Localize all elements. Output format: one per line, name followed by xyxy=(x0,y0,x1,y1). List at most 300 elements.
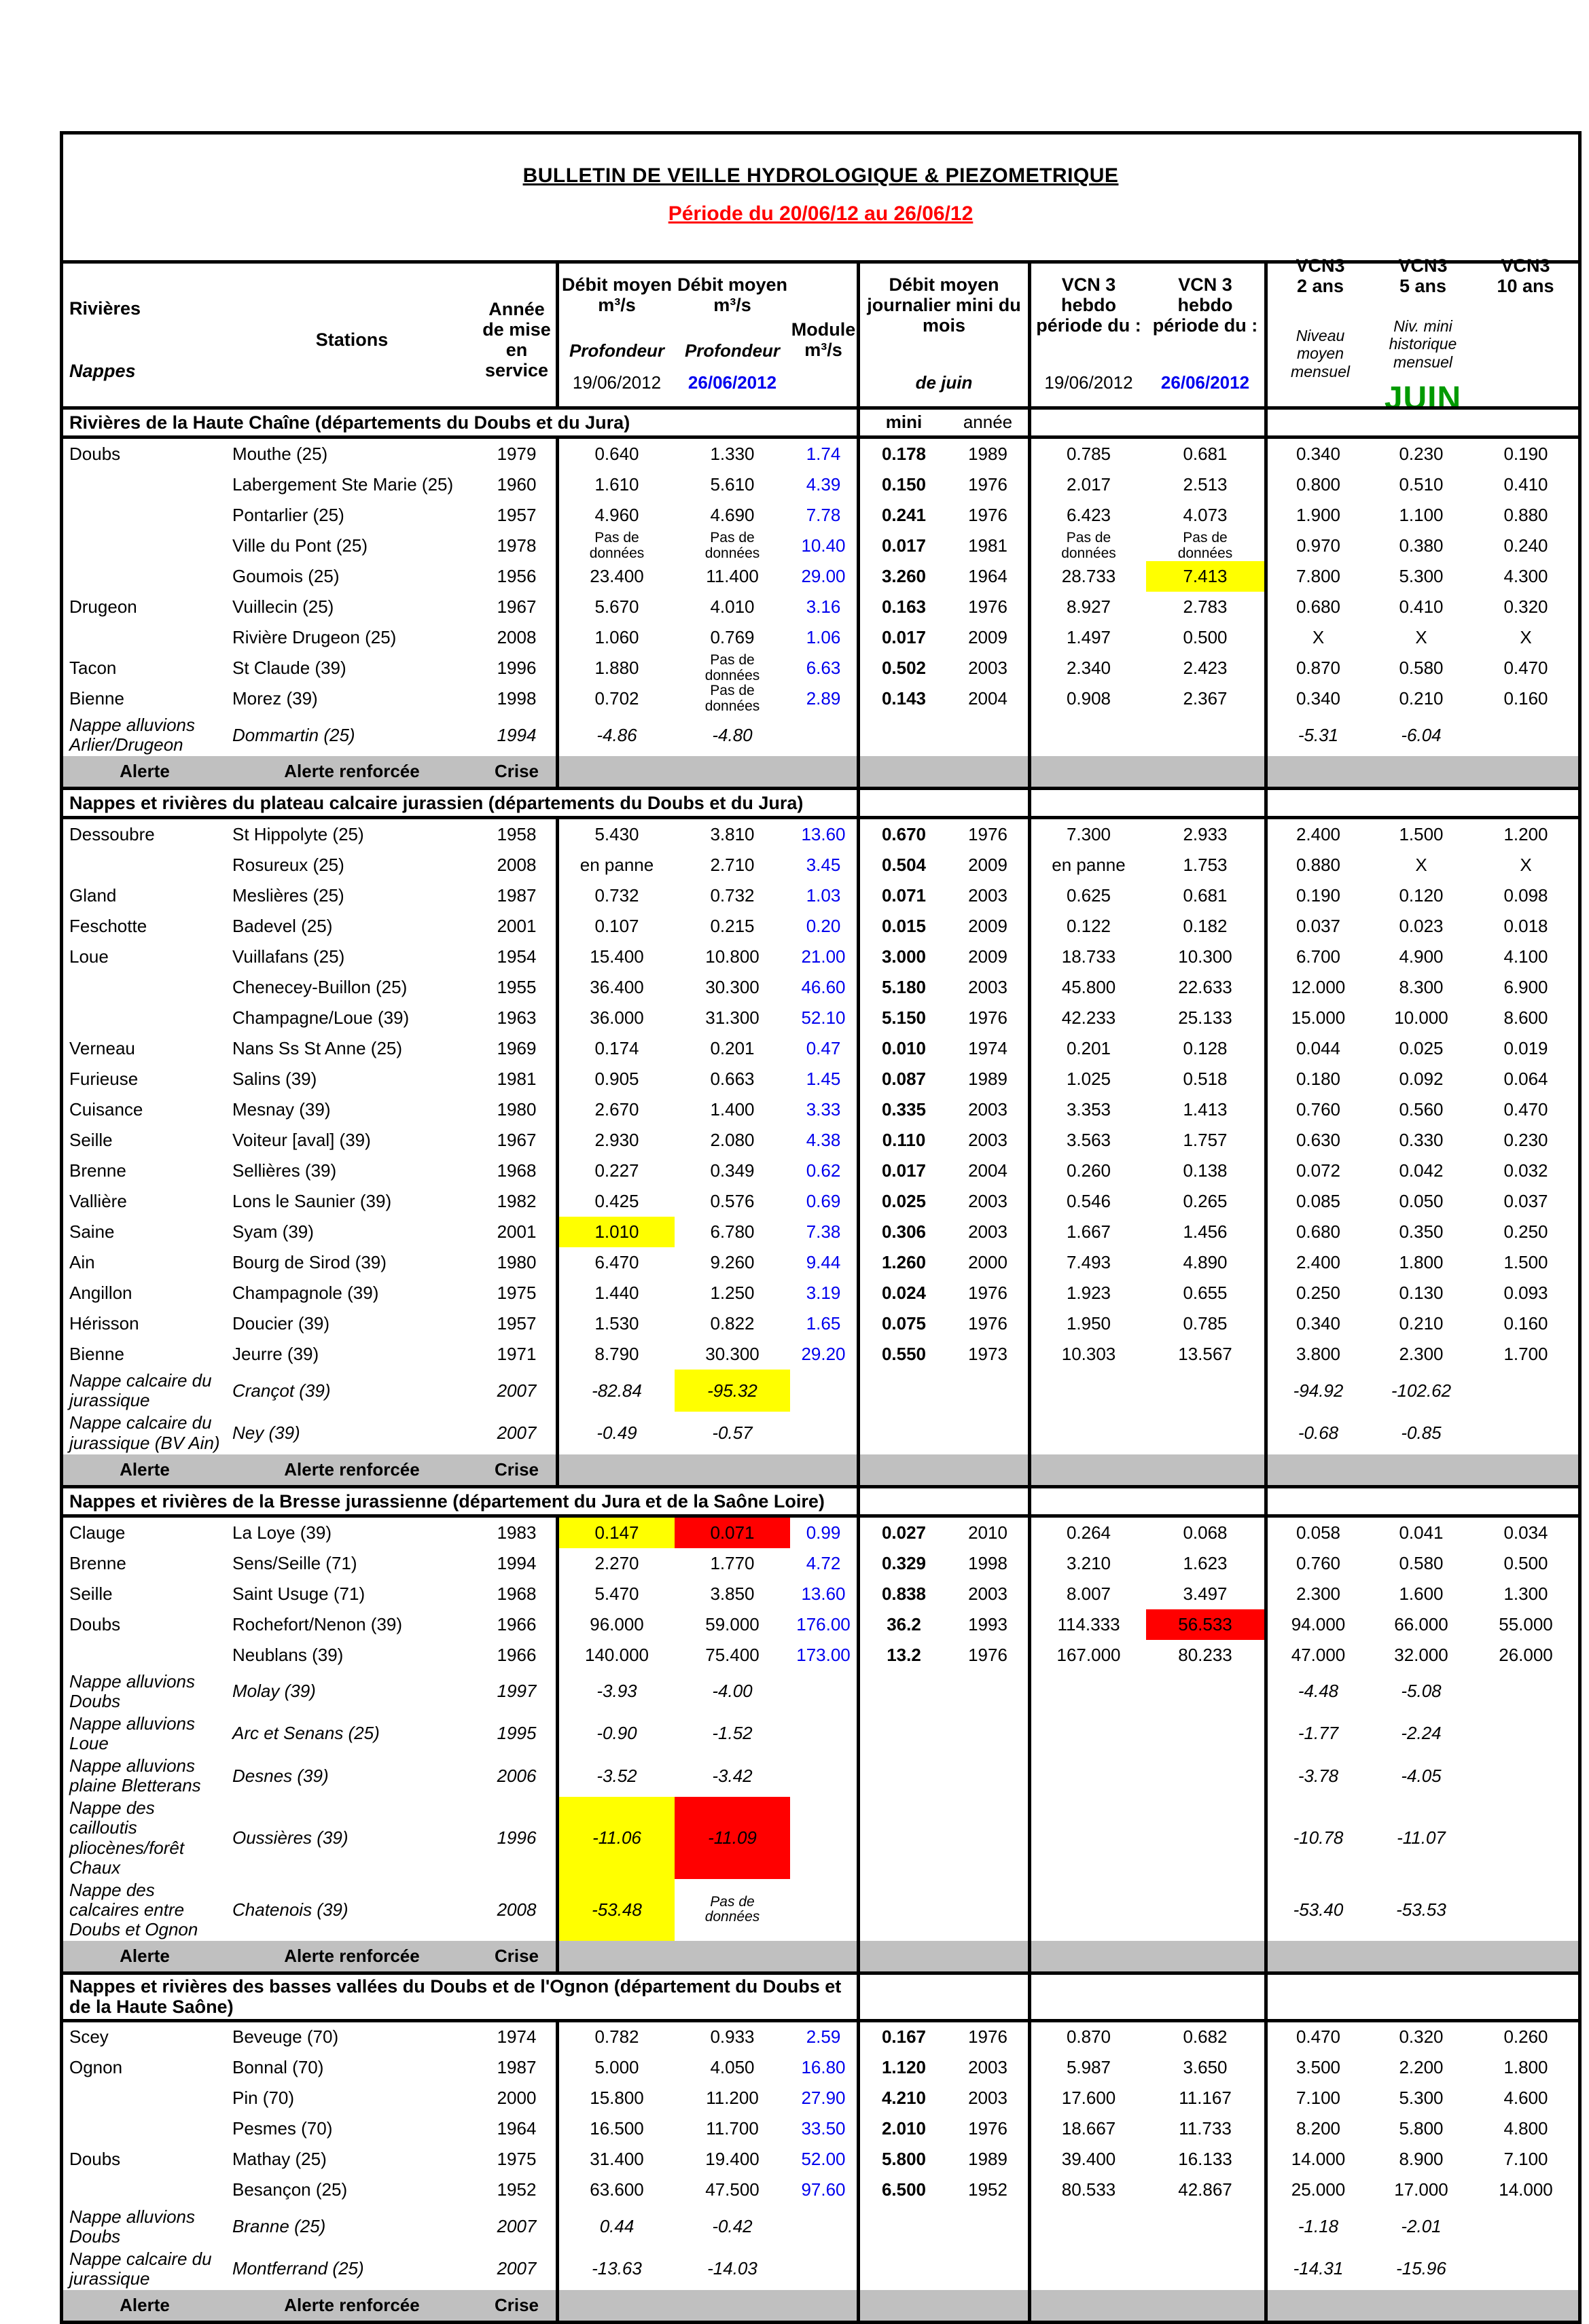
station-cell: Morez (39) xyxy=(232,687,318,709)
value-cell: 0.625 xyxy=(1028,880,1146,911)
value-cell: 0.870 xyxy=(1028,2022,1146,2053)
station-cell: Chenecey-Buillon (25) xyxy=(232,977,408,998)
value-cell xyxy=(948,1412,1028,1454)
value-cell: 4.960 xyxy=(556,500,675,531)
value-cell: -15.96 xyxy=(1396,2258,1446,2279)
value-cell: -14.31 xyxy=(1264,2248,1369,2290)
station-cell: Mesnay (39) xyxy=(232,1099,331,1120)
value-cell: 4.39 xyxy=(806,473,841,495)
value-cell: 1.100 xyxy=(1399,504,1444,525)
alerte-renforcee-label: Alerte renforcée xyxy=(226,1941,478,1971)
annee-subheader xyxy=(948,787,1028,819)
value-cell: 36.000 xyxy=(556,1003,675,1033)
header-module-unit: m³/s xyxy=(804,340,842,360)
value-cell: 42.867 xyxy=(1178,2179,1232,2200)
value-cell: -4.48 xyxy=(1264,1670,1369,1713)
value-cell: 0.630 xyxy=(1264,1125,1369,1156)
value-cell xyxy=(1028,1797,1146,1878)
station-cell: Desnes (39) xyxy=(232,1765,329,1786)
value-cell: -10.78 xyxy=(1264,1797,1369,1878)
value-cell: 10.000 xyxy=(1394,1007,1448,1029)
value-cell: -0.49 xyxy=(556,1412,675,1454)
alerte-band xyxy=(1264,2290,1578,2321)
value-cell: 19.400 xyxy=(705,2149,760,2170)
station-cell: Bonnal (70) xyxy=(232,2057,324,2078)
value-cell: 10.300 xyxy=(1178,946,1232,967)
value-cell: 1.800 xyxy=(1399,1252,1444,1273)
value-cell: 5.610 xyxy=(710,473,755,495)
value-cell: X xyxy=(1520,626,1532,647)
value-cell: 55.000 xyxy=(1499,1613,1553,1634)
value-cell: 0.970 xyxy=(1264,531,1369,561)
station-cell: Badevel (25) xyxy=(232,916,333,937)
alerte-band xyxy=(1264,1454,1578,1485)
value-cell: 0.250 xyxy=(1503,1221,1548,1243)
value-cell: 11.733 xyxy=(1179,2118,1232,2139)
value-cell: 2.89 xyxy=(806,687,841,709)
value-cell: -82.84 xyxy=(556,1370,675,1412)
value-cell: 1976 xyxy=(968,1007,1007,1029)
section-header-spacer xyxy=(1028,406,1264,439)
value-cell: 173.00 xyxy=(796,1644,851,1665)
header-annee-service xyxy=(478,264,556,406)
value-cell: 0.264 xyxy=(1028,1518,1146,1548)
value-cell: 0.071 xyxy=(857,880,948,911)
value-cell: 0.470 xyxy=(1503,1099,1548,1120)
header-stations-label: Stations xyxy=(315,329,389,350)
value-cell: 0.180 xyxy=(1264,1064,1369,1094)
value-cell: 2.783 xyxy=(1183,596,1228,617)
value-cell: 0.99 xyxy=(806,1522,841,1543)
value-cell: 0.167 xyxy=(857,2022,948,2053)
value-cell: 0.042 xyxy=(1399,1160,1444,1181)
value-cell: 1.440 xyxy=(556,1278,675,1308)
value-cell: 0.260 xyxy=(1503,2026,1548,2048)
vcn3-2ans-note: Niveau moyen mensuel xyxy=(1291,326,1350,380)
section-title: Rivières de la Haute Chaîne (départements du Doubs et du Jura) xyxy=(63,406,857,439)
value-cell: 5.800 xyxy=(1399,2118,1444,2139)
riviere-cell: Clauge xyxy=(69,1522,126,1543)
value-cell: -53.53 xyxy=(1396,1899,1446,1920)
value-cell xyxy=(948,1879,1028,1941)
value-cell: 0.147 xyxy=(556,1518,675,1548)
value-cell: 1976 xyxy=(968,824,1007,845)
value-cell: 0.880 xyxy=(1503,504,1548,525)
riviere-cell xyxy=(63,2114,226,2145)
value-cell: 8.007 xyxy=(1028,1579,1146,1609)
value-cell: 0.230 xyxy=(1399,443,1444,464)
riviere-cell: Nappe des calcaires entre Doubs et Ognon xyxy=(69,1879,198,1939)
riviere-cell: Doubs xyxy=(69,2149,121,2170)
value-cell: X xyxy=(1415,855,1427,876)
header-vcn3-10ans xyxy=(1474,255,1577,380)
value-cell: 2003 xyxy=(968,2057,1007,2078)
value-cell: 0.470 xyxy=(1503,657,1548,678)
value-cell: 0.502 xyxy=(857,653,948,683)
value-cell: 6.900 xyxy=(1503,977,1548,998)
value-cell: 0.838 xyxy=(857,1579,948,1609)
value-cell: 0.098 xyxy=(1503,885,1548,906)
value-cell: 1.600 xyxy=(1399,1583,1444,1604)
section-header-spacer xyxy=(1028,1485,1264,1518)
value-cell: 0.732 xyxy=(710,885,755,906)
value-cell: 1976 xyxy=(968,1283,1007,1304)
annee-cell: 1956 xyxy=(497,565,537,586)
section-title: Nappes et rivières de la Bresse jurassienne (département du Jura et de la Saône Loire) xyxy=(63,1485,857,1518)
station-cell: Goumois (25) xyxy=(232,565,340,586)
value-cell: -2.24 xyxy=(1401,1723,1442,1744)
riviere-cell xyxy=(63,972,226,1003)
value-cell: 2004 xyxy=(968,687,1007,709)
value-cell: Pas de données xyxy=(1177,531,1233,561)
vcn3-10ans-label: 10 ans xyxy=(1497,276,1554,297)
value-cell: 0.340 xyxy=(1264,1308,1369,1339)
value-cell: 8.790 xyxy=(556,1339,675,1370)
vcn3-label: VCN3 xyxy=(1296,255,1345,276)
header-debit-label: Débit moyen xyxy=(677,274,788,295)
value-cell: -0.57 xyxy=(712,1422,753,1443)
value-cell: -5.08 xyxy=(1401,1681,1442,1702)
value-cell: 0.425 xyxy=(556,1186,675,1217)
value-cell: 27.90 xyxy=(801,2088,846,2109)
value-cell: 4.690 xyxy=(710,504,755,525)
value-cell: 3.353 xyxy=(1028,1094,1146,1125)
vcn3-5ans-label: 5 ans xyxy=(1399,276,1447,297)
riviere-cell: Nappe alluvions Doubs xyxy=(69,2206,196,2247)
value-cell: 1974 xyxy=(968,1038,1007,1059)
value-cell: 1.623 xyxy=(1183,1552,1228,1573)
annee-cell: 1958 xyxy=(497,824,537,845)
value-cell: 5.180 xyxy=(857,972,948,1003)
value-cell: 36.2 xyxy=(857,1609,948,1640)
value-cell: en panne xyxy=(1028,850,1146,880)
station-cell: Chatenois (39) xyxy=(232,1899,349,1920)
section-header-spacer xyxy=(1264,787,1578,819)
value-cell: 0.518 xyxy=(1183,1069,1228,1090)
value-cell: -3.93 xyxy=(556,1670,675,1713)
value-cell: -4.80 xyxy=(712,724,753,745)
value-cell: 1.667 xyxy=(1028,1217,1146,1247)
value-cell: 1976 xyxy=(968,473,1007,495)
riviere-cell xyxy=(63,850,226,880)
station-cell: Champagne/Loue (39) xyxy=(232,1007,410,1029)
value-cell xyxy=(790,1713,857,1755)
value-cell: 11.167 xyxy=(1179,2088,1232,2109)
value-cell: 2.300 xyxy=(1264,1579,1369,1609)
value-cell: 3.19 xyxy=(806,1283,841,1304)
station-cell: Oussières (39) xyxy=(232,1827,349,1848)
station-cell: Arc et Senans (25) xyxy=(232,1723,380,1744)
riviere-cell: Angillon xyxy=(69,1283,132,1304)
value-cell: 7.300 xyxy=(1028,819,1146,850)
value-cell: -53.40 xyxy=(1264,1879,1369,1941)
value-cell: 0.015 xyxy=(857,911,948,942)
value-cell: 0.023 xyxy=(1399,916,1444,937)
value-cell: 29.20 xyxy=(801,1344,846,1365)
value-cell xyxy=(948,2248,1028,2290)
value-cell: 0.092 xyxy=(1399,1069,1444,1090)
value-cell: 0.120 xyxy=(1399,885,1444,906)
vcn3-label: VCN3 xyxy=(1501,255,1550,276)
value-cell: 2003 xyxy=(968,977,1007,998)
riviere-cell: Nappe calcaire du jurassique (BV Ain) xyxy=(69,1412,220,1453)
value-cell: 13.567 xyxy=(1178,1344,1232,1365)
value-cell: 31.400 xyxy=(556,2145,675,2175)
value-cell: 0.163 xyxy=(857,592,948,622)
riviere-cell: Ognon xyxy=(69,2057,123,2078)
value-cell: -11.09 xyxy=(675,1797,790,1878)
value-cell: 3.810 xyxy=(710,824,755,845)
annee-cell: 1994 xyxy=(497,724,537,745)
value-cell: 9.260 xyxy=(710,1252,755,1273)
value-cell: 6.63 xyxy=(806,657,841,678)
value-cell xyxy=(948,1370,1028,1412)
value-cell: 0.265 xyxy=(1183,1191,1228,1212)
annee-cell: 2001 xyxy=(497,1221,537,1243)
value-cell: -1.77 xyxy=(1264,1713,1369,1755)
value-cell: 0.240 xyxy=(1503,535,1548,556)
value-cell: 52.10 xyxy=(801,1007,846,1029)
value-cell: 4.38 xyxy=(806,1130,841,1151)
value-cell: 16.500 xyxy=(556,2114,675,2145)
value-cell xyxy=(857,1797,948,1878)
vcn3-2ans-label: 2 ans xyxy=(1296,276,1344,297)
header-vcn-hebdo-label: VCN 3 hebdo période du : xyxy=(1152,274,1258,336)
value-cell: 0.908 xyxy=(1028,683,1146,714)
value-cell: 0.037 xyxy=(1503,1191,1548,1212)
header-nappes-label: Nappes xyxy=(69,361,136,381)
value-cell: 0.260 xyxy=(1028,1156,1146,1186)
value-cell xyxy=(1474,1755,1578,1797)
value-cell: 0.227 xyxy=(556,1156,675,1186)
value-cell: 0.47 xyxy=(806,1038,841,1059)
bulletin-document xyxy=(60,131,1582,2324)
value-cell: 0.44 xyxy=(556,2206,675,2248)
value-cell: Pas de données xyxy=(704,1894,760,1925)
value-cell: 8.927 xyxy=(1028,592,1146,622)
value-cell: 0.340 xyxy=(1264,683,1369,714)
value-cell: 0.702 xyxy=(556,683,675,714)
value-cell xyxy=(1028,1412,1146,1454)
value-cell: 2.933 xyxy=(1183,824,1228,845)
mini-subheader: mini xyxy=(857,406,948,439)
value-cell: 0.410 xyxy=(1503,473,1548,495)
value-cell: 7.413 xyxy=(1146,561,1264,592)
value-cell: 0.69 xyxy=(806,1191,841,1212)
header-module xyxy=(790,264,857,406)
value-cell: 5.150 xyxy=(857,1003,948,1033)
value-cell: 6.423 xyxy=(1028,500,1146,531)
section-header-spacer xyxy=(1264,1971,1578,2022)
value-cell: 1973 xyxy=(968,1344,1007,1365)
value-cell: 0.210 xyxy=(1399,1313,1444,1334)
value-cell xyxy=(1028,2206,1146,2248)
value-cell: 2003 xyxy=(968,1221,1007,1243)
annee-cell: 1964 xyxy=(497,2118,537,2139)
crise-label: Crise xyxy=(478,2290,556,2321)
value-cell: 3.800 xyxy=(1264,1339,1369,1370)
annee-cell: 1975 xyxy=(497,2149,537,2170)
mini-subheader xyxy=(857,1971,948,2022)
alerte-band xyxy=(857,1454,1028,1485)
value-cell: 32.000 xyxy=(1394,1644,1448,1665)
header-module-label: Module xyxy=(791,319,856,340)
value-cell: 5.670 xyxy=(556,592,675,622)
value-cell: 2003 xyxy=(968,1130,1007,1151)
value-cell: 0.037 xyxy=(1264,911,1369,942)
value-cell: 25.133 xyxy=(1178,1007,1232,1029)
value-cell xyxy=(1146,1879,1264,1941)
section-header-spacer xyxy=(1028,787,1264,819)
value-cell: -4.05 xyxy=(1401,1765,1442,1786)
value-cell xyxy=(1474,1713,1578,1755)
value-cell: 1.500 xyxy=(1399,824,1444,845)
header-vcn-hebdo-label: VCN 3 hebdo période du : xyxy=(1036,274,1141,336)
value-cell: 3.33 xyxy=(806,1099,841,1120)
value-cell: -6.04 xyxy=(1401,724,1442,745)
riviere-cell: Nappe alluvions plaine Bletterans xyxy=(69,1755,201,1796)
value-cell: 56.533 xyxy=(1146,1609,1264,1640)
value-cell: 176.00 xyxy=(796,1613,851,1634)
crise-label: Crise xyxy=(478,756,556,787)
value-cell: 1.500 xyxy=(1503,1252,1548,1273)
value-cell: 0.732 xyxy=(556,880,675,911)
header-profondeur-label: Profondeur xyxy=(569,340,665,361)
riviere-cell: Brenne xyxy=(69,1160,126,1181)
value-cell: Pas de données xyxy=(1028,531,1146,561)
riviere-cell xyxy=(63,2084,226,2114)
value-cell: 0.050 xyxy=(1399,1191,1444,1212)
annee-cell: 1981 xyxy=(497,1069,537,1090)
riviere-cell: Nappe alluvions Doubs xyxy=(69,1670,196,1711)
value-cell: X xyxy=(1415,626,1427,647)
value-cell: 1.03 xyxy=(806,885,841,906)
value-cell: 0.680 xyxy=(1264,592,1369,622)
value-cell: 7.100 xyxy=(1264,2084,1369,2114)
alerte-label: Alerte xyxy=(63,1941,226,1971)
value-cell: -4.00 xyxy=(712,1681,753,1702)
value-cell: 47.500 xyxy=(705,2179,760,2200)
alerte-band xyxy=(857,756,1028,787)
value-cell: en panne xyxy=(556,850,675,880)
value-cell xyxy=(1146,714,1264,756)
value-cell: 2003 xyxy=(968,1191,1007,1212)
value-cell xyxy=(790,1412,857,1454)
annee-cell: 1966 xyxy=(497,1613,537,1634)
value-cell: 25.000 xyxy=(1264,2175,1369,2206)
value-cell: 2009 xyxy=(968,916,1007,937)
alerte-band xyxy=(556,1454,857,1485)
header-profondeur-label: Profondeur xyxy=(684,340,781,361)
value-cell: 1.610 xyxy=(556,469,675,500)
bulletin-table xyxy=(63,255,1578,2321)
annee-cell: 1971 xyxy=(497,1344,537,1365)
value-cell: 2.400 xyxy=(1264,1247,1369,1278)
value-cell xyxy=(1028,1713,1146,1755)
value-cell: 0.306 xyxy=(857,1217,948,1247)
value-cell: 0.018 xyxy=(1503,916,1548,937)
value-cell: 1.923 xyxy=(1028,1278,1146,1308)
value-cell xyxy=(948,2206,1028,2248)
value-cell: -5.31 xyxy=(1264,714,1369,756)
header-debit-unit: m³/s xyxy=(598,295,636,316)
value-cell: 8.200 xyxy=(1264,2114,1369,2145)
value-cell: 66.000 xyxy=(1394,1613,1448,1634)
value-cell: 42.233 xyxy=(1028,1003,1146,1033)
value-cell: 14.000 xyxy=(1264,2145,1369,2175)
value-cell: 0.785 xyxy=(1183,1313,1228,1334)
value-cell xyxy=(948,1670,1028,1713)
value-cell: 2004 xyxy=(968,1160,1007,1181)
annee-cell: 1997 xyxy=(497,1681,537,1702)
value-cell: 2.080 xyxy=(710,1130,755,1151)
header-date-curr: 26/06/2012 xyxy=(688,372,777,393)
alerte-band xyxy=(556,2290,857,2321)
value-cell: 14.000 xyxy=(1499,2179,1553,2200)
value-cell xyxy=(790,1755,857,1797)
annee-cell: 1957 xyxy=(497,504,537,525)
value-cell xyxy=(1028,714,1146,756)
value-cell: 4.210 xyxy=(857,2084,948,2114)
value-cell: 4.890 xyxy=(1183,1252,1228,1273)
value-cell: 0.350 xyxy=(1399,1221,1444,1243)
value-cell: 0.150 xyxy=(857,469,948,500)
vcn3-label: VCN3 xyxy=(1398,255,1448,276)
value-cell: 21.00 xyxy=(801,946,846,967)
value-cell: Pas de données xyxy=(704,531,760,561)
value-cell: X xyxy=(1264,622,1369,653)
value-cell: Pas de données xyxy=(704,683,760,714)
header-debit-unit: m³/s xyxy=(713,295,751,316)
riviere-cell: Seille xyxy=(69,1583,113,1604)
value-cell: 6.500 xyxy=(857,2175,948,2206)
alerte-band xyxy=(1028,756,1264,787)
riviere-cell: Nappe alluvions Arlier/Drugeon xyxy=(69,715,196,755)
value-cell: 0.785 xyxy=(1028,439,1146,469)
value-cell: 0.576 xyxy=(710,1191,755,1212)
value-cell: Pas de données xyxy=(704,653,760,683)
alerte-label: Alerte xyxy=(63,756,226,787)
annee-cell: 2007 xyxy=(497,2258,537,2279)
value-cell: 8.900 xyxy=(1399,2149,1444,2170)
value-cell: 0.250 xyxy=(1264,1278,1369,1308)
station-cell: Sens/Seille (71) xyxy=(232,1552,357,1573)
value-cell: 0.500 xyxy=(1183,626,1228,647)
value-cell: 1976 xyxy=(968,504,1007,525)
value-cell: 114.333 xyxy=(1028,1609,1146,1640)
station-cell: Molay (39) xyxy=(232,1681,316,1702)
annee-cell: 1960 xyxy=(497,473,537,495)
annee-cell: 1987 xyxy=(497,2057,537,2078)
value-cell: 0.128 xyxy=(1183,1038,1228,1059)
annee-cell: 1987 xyxy=(497,885,537,906)
value-cell: 0.034 xyxy=(1503,1522,1548,1543)
header-debit-mini-label: Débit moyen journalier mini du mois xyxy=(867,274,1021,336)
value-cell xyxy=(857,1755,948,1797)
value-cell: 0.143 xyxy=(857,683,948,714)
value-cell: 3.500 xyxy=(1264,2053,1369,2084)
station-cell: St Claude (39) xyxy=(232,657,346,678)
annee-cell: 1967 xyxy=(497,1130,537,1151)
value-cell: 30.300 xyxy=(705,1344,760,1365)
value-cell: 39.400 xyxy=(1028,2145,1146,2175)
value-cell: -11.06 xyxy=(556,1797,675,1878)
value-cell: 4.010 xyxy=(710,596,755,617)
riviere-cell: Brenne xyxy=(69,1552,126,1573)
header-vcn-date-prev: 19/06/2012 xyxy=(1044,372,1133,393)
value-cell: 0.041 xyxy=(1399,1522,1444,1543)
header-vcn3-5ans xyxy=(1372,255,1474,380)
